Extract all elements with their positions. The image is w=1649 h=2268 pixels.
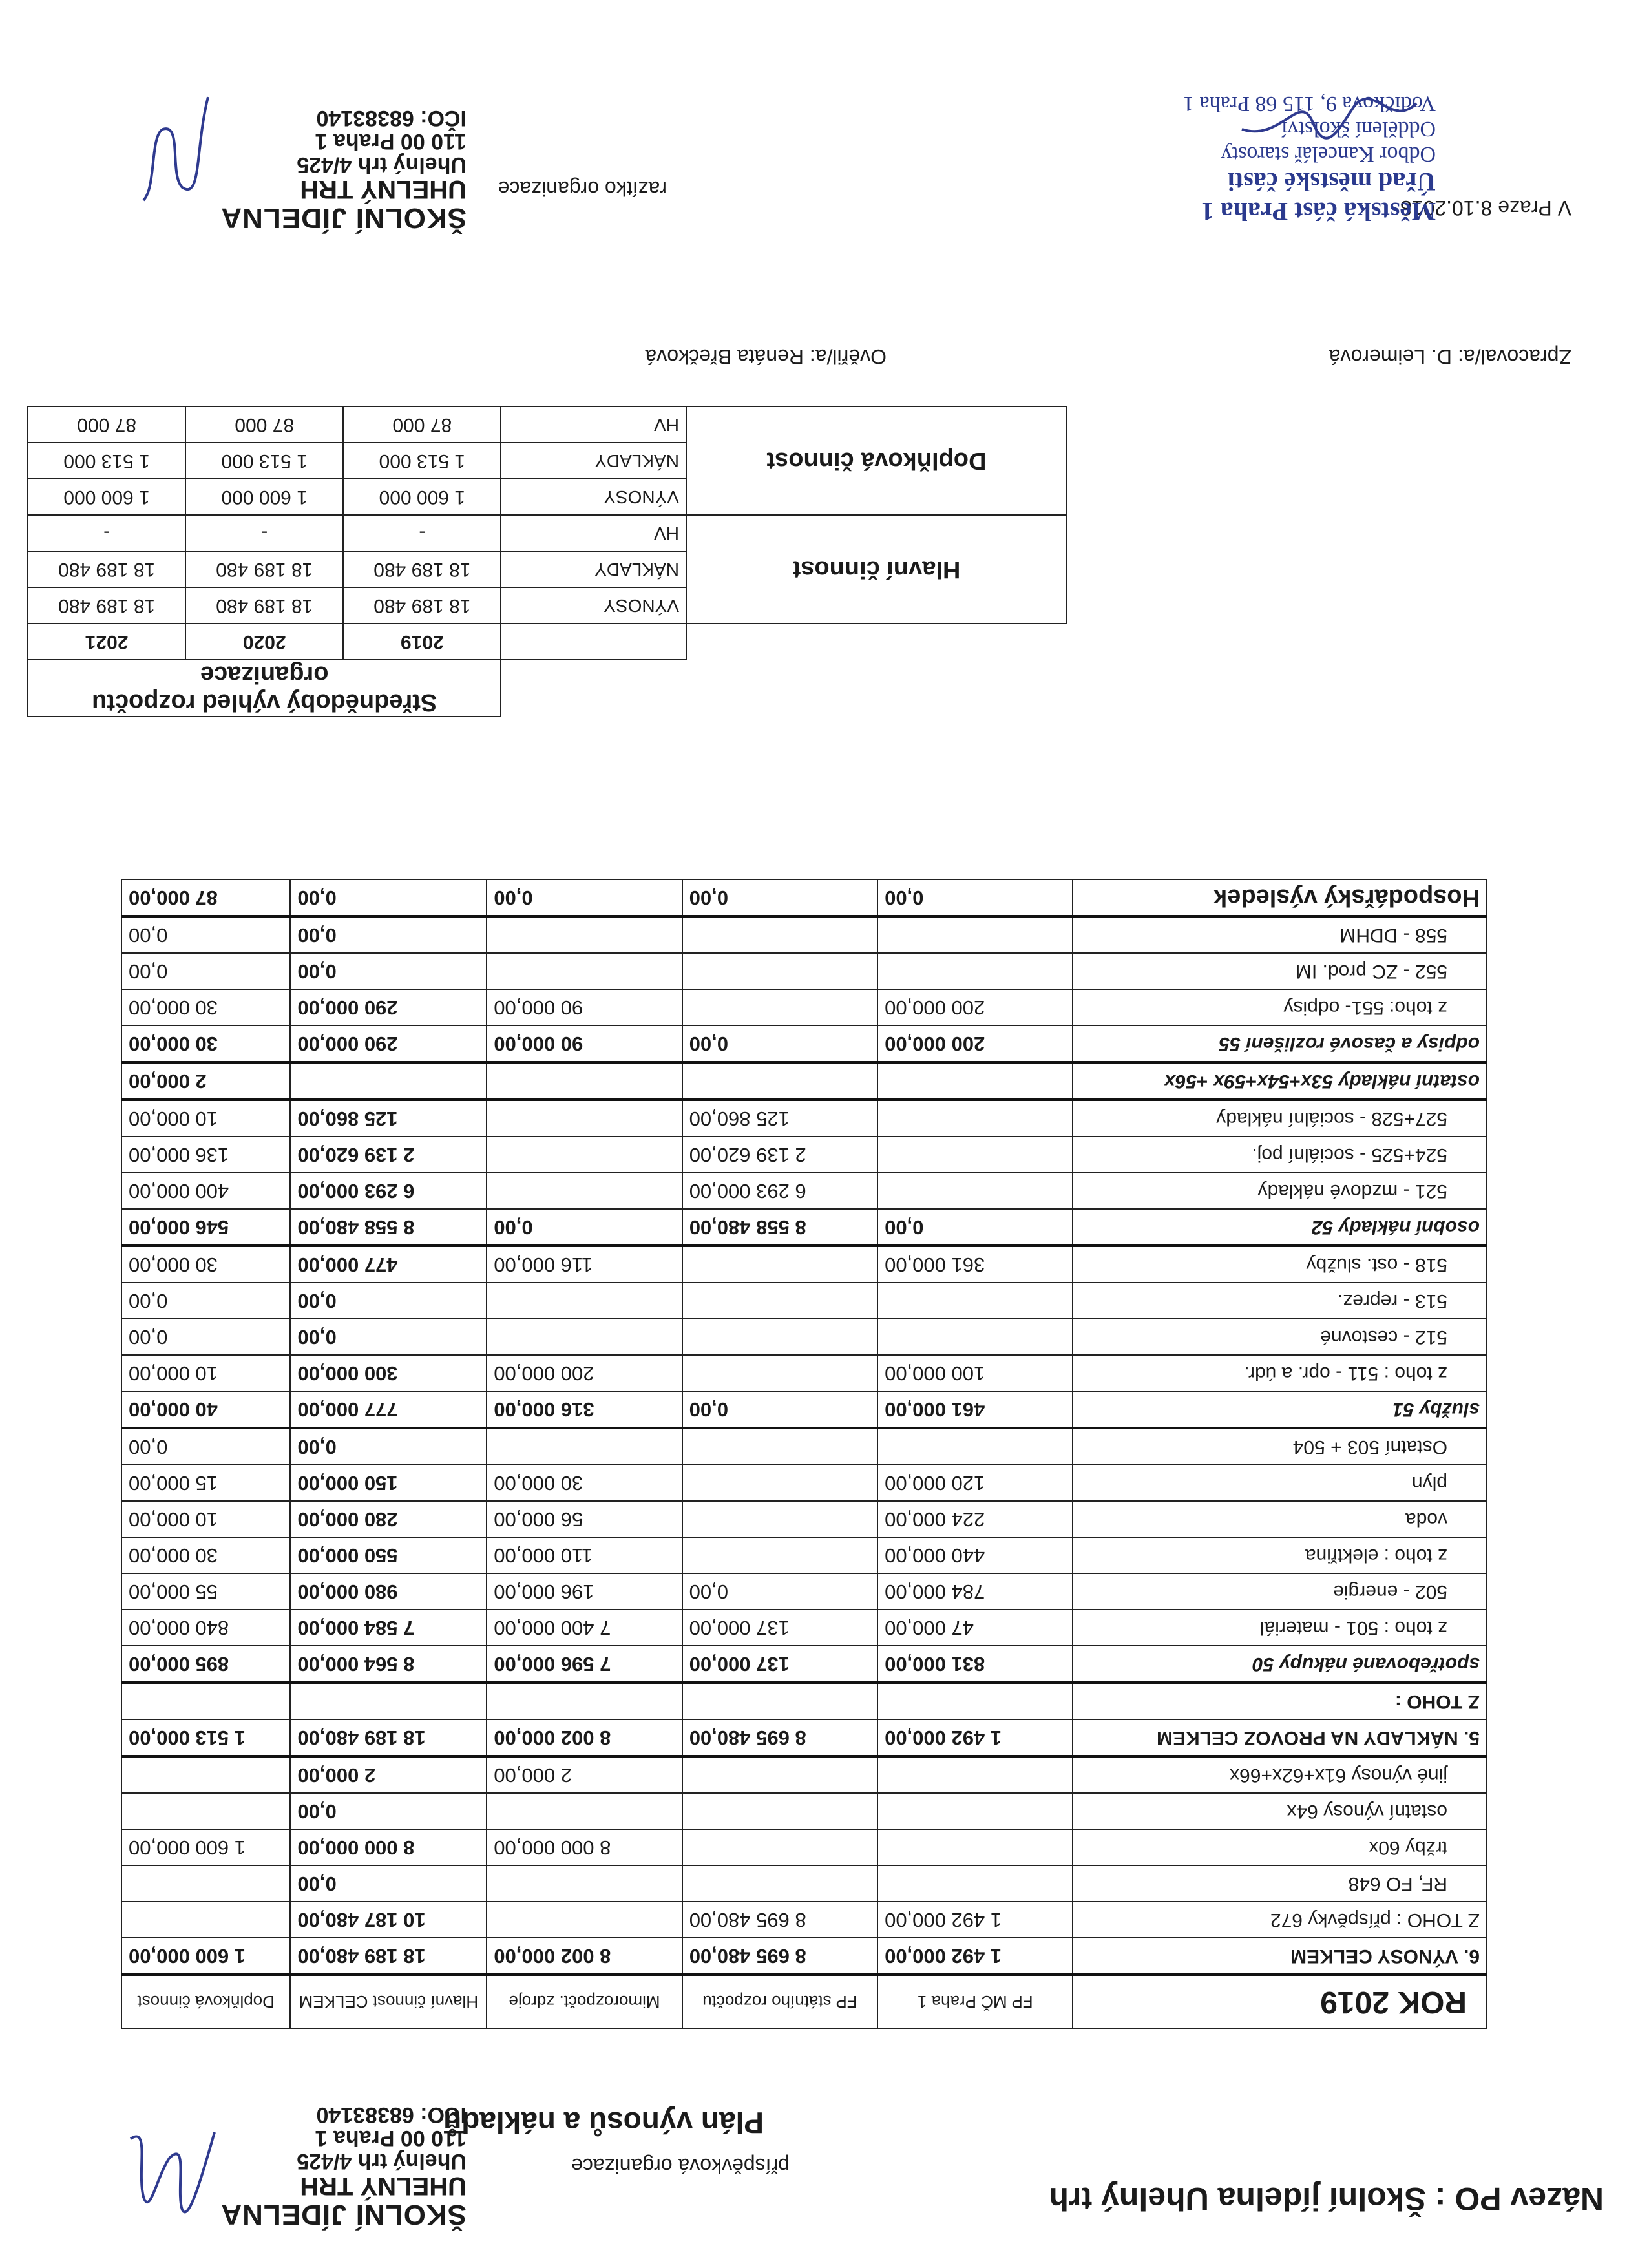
cell-value: 10 000,00 xyxy=(121,1355,290,1391)
outlook-value: - xyxy=(185,515,343,551)
cell-value xyxy=(487,1428,682,1465)
cell-value: 18 189 480,00 xyxy=(290,1938,487,1975)
cell-value: 18 189 480,00 xyxy=(290,1719,487,1756)
cell-value xyxy=(121,1793,290,1829)
table-row xyxy=(121,953,1487,989)
cell-value xyxy=(682,1683,877,1719)
outlook-value: 87 000 xyxy=(343,406,501,443)
cell-value xyxy=(682,1537,877,1573)
cell-value: 15 000,00 xyxy=(121,1465,290,1501)
cell-value: 6 293 000,00 xyxy=(682,1173,877,1209)
stamp-line-ico: IČO: 68383140 xyxy=(316,2103,467,2128)
revenue-expense-table xyxy=(121,879,1487,2029)
table-row xyxy=(121,1246,1487,1283)
signature-top xyxy=(124,2106,227,2236)
table-row xyxy=(121,1938,1487,1975)
cell-value: 6 293 000,00 xyxy=(290,1173,487,1209)
table-row xyxy=(121,989,1487,1025)
cell-value: 30 000,00 xyxy=(487,1465,682,1501)
outlook-value: 1 513 000 xyxy=(343,443,501,479)
cell-value: 1 600 000,00 xyxy=(121,1829,290,1865)
cell-value: 1 492 000,00 xyxy=(877,1719,1073,1756)
cell-value: 90 000,00 xyxy=(487,1025,682,1062)
cell-value xyxy=(682,1865,877,1902)
cell-value: 7 596 000,00 xyxy=(487,1646,682,1683)
cell-value: 290 000,00 xyxy=(290,1025,487,1062)
cell-value: 280 000,00 xyxy=(290,1501,487,1537)
table-row xyxy=(121,1646,1487,1683)
row-label: spotřebované nákupy 50 xyxy=(1073,1646,1487,1683)
stamp-caption: razítko organizace xyxy=(498,177,667,200)
cell-value xyxy=(682,1319,877,1355)
cell-value: 1 513 000,00 xyxy=(121,1719,290,1756)
cell-value: 8 695 480,00 xyxy=(682,1719,877,1756)
table-row xyxy=(121,1173,1487,1209)
cell-value: 2 000,00 xyxy=(290,1756,487,1793)
cell-value xyxy=(877,1062,1073,1100)
cell-value: 840 000,00 xyxy=(121,1610,290,1646)
outlook-year: 2021 xyxy=(28,624,185,660)
cell-value: 0,00 xyxy=(121,1319,290,1355)
column-header: FP MČ Praha 1 xyxy=(877,1975,1073,2028)
cell-value xyxy=(487,1100,682,1137)
prepared-by: Zpracoval/a: D. Leimerová xyxy=(1329,345,1571,368)
outlook-value: 1 600 000 xyxy=(343,479,501,515)
cell-value: 0,00 xyxy=(682,1391,877,1428)
cell-value: 0,00 xyxy=(290,1865,487,1902)
cell-value xyxy=(487,1283,682,1319)
row-label: z toho : 511 - opr. a údr. xyxy=(1073,1355,1487,1391)
table-row xyxy=(121,1865,1487,1902)
outlook-value: - xyxy=(343,515,501,551)
row-label: Z TOHO : xyxy=(1073,1683,1487,1719)
cell-value xyxy=(877,1428,1073,1465)
cell-value: 55 000,00 xyxy=(121,1573,290,1610)
cell-value: 30 000,00 xyxy=(121,989,290,1025)
cell-value: 0,00 xyxy=(121,1428,290,1465)
cell-value: 0,00 xyxy=(487,1209,682,1246)
cell-value: 0,00 xyxy=(877,879,1073,916)
cell-value: 8 695 480,00 xyxy=(682,1902,877,1938)
cell-value xyxy=(487,1319,682,1355)
table-row xyxy=(121,1428,1487,1465)
row-label: 558 - DDHM xyxy=(1073,916,1487,953)
cell-value xyxy=(682,1246,877,1283)
cell-value: 100 000,00 xyxy=(877,1355,1073,1391)
cell-value: 300 000,00 xyxy=(290,1355,487,1391)
outlook-row-label: NÁKLADY xyxy=(501,443,686,479)
cell-value xyxy=(290,1062,487,1100)
cell-value: 10 000,00 xyxy=(121,1100,290,1137)
cell-value: 8 000 000,00 xyxy=(487,1829,682,1865)
cell-value: 7 584 000,00 xyxy=(290,1610,487,1646)
cell-value: 0,00 xyxy=(682,879,877,916)
cell-value: 2 139 620,00 xyxy=(682,1137,877,1173)
table-row xyxy=(121,1537,1487,1573)
cell-value: 477 000,00 xyxy=(290,1246,487,1283)
outlook-caption: Střednědobý výhled rozpočtu organizace xyxy=(28,660,501,717)
cell-value xyxy=(487,1793,682,1829)
cell-value: 0,00 xyxy=(290,916,487,953)
organization-type: příspěvková organizace xyxy=(571,2154,790,2178)
stamp-line-street: Uhelný trh 4/425 xyxy=(297,152,467,177)
outlook-blank xyxy=(686,624,1067,660)
school-stamp-bottom xyxy=(220,107,467,233)
cell-value: 90 000,00 xyxy=(487,989,682,1025)
cell-value xyxy=(877,1683,1073,1719)
stamp-line-place: UHELNÝ TRH xyxy=(300,2171,467,2200)
column-header: Doplňková činnost xyxy=(121,1975,290,2028)
row-label: z toho : elektřina xyxy=(1073,1537,1487,1573)
table-row xyxy=(121,916,1487,953)
outlook-value: 18 189 480 xyxy=(343,587,501,624)
table-row xyxy=(121,1391,1487,1428)
cell-value xyxy=(877,1283,1073,1319)
cell-value: 440 000,00 xyxy=(877,1537,1073,1573)
plan-title: Plán výnosů a nákladů xyxy=(443,2106,764,2139)
cell-value: 2 000,00 xyxy=(487,1756,682,1793)
cell-value xyxy=(121,1756,290,1793)
stamp-line-place: UHELNÝ TRH xyxy=(300,174,467,204)
cell-value xyxy=(682,916,877,953)
cell-value: 784 000,00 xyxy=(877,1573,1073,1610)
table-row xyxy=(121,1501,1487,1537)
cell-value: 0,00 xyxy=(877,1209,1073,1246)
cell-value: 0,00 xyxy=(290,1319,487,1355)
outlook-group-name: Hlavní činnost xyxy=(686,515,1067,624)
cell-value xyxy=(877,953,1073,989)
table-row xyxy=(121,1319,1487,1355)
row-label: 513 - reprez. xyxy=(1073,1283,1487,1319)
cell-value: 10 000,00 xyxy=(121,1501,290,1537)
outlook-value: 1 513 000 xyxy=(185,443,343,479)
row-label: 512 - cestovné xyxy=(1073,1319,1487,1355)
outlook-value: 87 000 xyxy=(28,406,185,443)
outlook-value: 18 189 480 xyxy=(185,587,343,624)
cell-value: 120 000,00 xyxy=(877,1465,1073,1501)
outlook-value: 18 189 480 xyxy=(28,551,185,587)
row-label: 518 - ost. služby xyxy=(1073,1246,1487,1283)
cell-value: 0,00 xyxy=(121,1283,290,1319)
outlook-value: 1 513 000 xyxy=(28,443,185,479)
outlook-caption-row xyxy=(28,660,1067,717)
cell-value: 0,00 xyxy=(290,879,487,916)
cell-value: 30 000,00 xyxy=(121,1025,290,1062)
row-label: Z TOHO : příspěvky 672 xyxy=(1073,1902,1487,1938)
row-label: odpisy a časové rozlišení 55 xyxy=(1073,1025,1487,1062)
school-stamp-top xyxy=(220,2103,467,2229)
cell-value xyxy=(682,1062,877,1100)
office-stamp-line: Vodičkova 9, 115 68 Praha 1 xyxy=(1183,91,1436,116)
stamp-line-city: 110 00 Praha 1 xyxy=(315,129,467,154)
stamp-line-city: 110 00 Praha 1 xyxy=(315,2126,467,2151)
cell-value xyxy=(877,1829,1073,1865)
stamp-line-ico: IČO: 68383140 xyxy=(316,106,467,131)
cell-value: 777 000,00 xyxy=(290,1391,487,1428)
outlook-value: 18 189 480 xyxy=(28,587,185,624)
cell-value: 1 492 000,00 xyxy=(877,1902,1073,1938)
place-date: V Praze 8.10.2018 xyxy=(1400,196,1571,220)
row-label: ostatní náklady 53x+54x+59x +56x xyxy=(1073,1062,1487,1100)
table-row xyxy=(121,1100,1487,1137)
office-stamp-line: Oddělení školství xyxy=(1281,116,1436,141)
cell-value: 831 000,00 xyxy=(877,1646,1073,1683)
row-label: 552 - ZC prod. IM xyxy=(1073,953,1487,989)
outlook-row-label: NÁKLADY xyxy=(501,551,686,587)
cell-value: 47 000,00 xyxy=(877,1610,1073,1646)
cell-value: 200 000,00 xyxy=(877,1025,1073,1062)
cell-value xyxy=(487,1173,682,1209)
cell-value: 1 492 000,00 xyxy=(877,1938,1073,1975)
cell-value xyxy=(487,1683,682,1719)
cell-value xyxy=(487,953,682,989)
cell-value: 0,00 xyxy=(290,1283,487,1319)
cell-value: 1 600 000,00 xyxy=(121,1938,290,1975)
cell-value xyxy=(682,989,877,1025)
cell-value xyxy=(877,1173,1073,1209)
outlook-value: 18 189 480 xyxy=(185,551,343,587)
cell-value: 0,00 xyxy=(121,916,290,953)
cell-value xyxy=(877,1319,1073,1355)
table-row xyxy=(121,1573,1487,1610)
stamp-line-street: Uhelný trh 4/425 xyxy=(297,2148,467,2174)
cell-value xyxy=(121,1683,290,1719)
outlook-value: 1 600 000 xyxy=(28,479,185,515)
outlook-year: 2019 xyxy=(343,624,501,660)
cell-value xyxy=(487,1865,682,1902)
cell-value xyxy=(682,1465,877,1501)
cell-value xyxy=(682,1829,877,1865)
cell-value: 137 000,00 xyxy=(682,1646,877,1683)
outlook-year: 2020 xyxy=(185,624,343,660)
cell-value: 200 000,00 xyxy=(487,1355,682,1391)
table-header-row xyxy=(121,1975,1487,2028)
year-header: ROK 2019 xyxy=(1073,1975,1487,2028)
cell-value: 316 000,00 xyxy=(487,1391,682,1428)
cell-value: 8 000 000,00 xyxy=(290,1829,487,1865)
cell-value: 8 564 000,00 xyxy=(290,1646,487,1683)
cell-value: 550 000,00 xyxy=(290,1537,487,1573)
cell-value: 0,00 xyxy=(487,879,682,916)
cell-value: 0,00 xyxy=(121,953,290,989)
outlook-row xyxy=(28,587,1067,624)
row-label: 502 - energie xyxy=(1073,1573,1487,1610)
table-row xyxy=(121,1756,1487,1793)
outlook-table xyxy=(27,406,1067,717)
stamp-line-name: ŠKOLNÍ JÍDELNA xyxy=(220,2199,467,2231)
cell-value xyxy=(487,1062,682,1100)
table-row xyxy=(121,1062,1487,1100)
table-row xyxy=(121,1137,1487,1173)
cell-value: 8 558 480,00 xyxy=(290,1209,487,1246)
office-stamp-line: Odbor Kancelář starosty xyxy=(1221,142,1436,166)
cell-value: 30 000,00 xyxy=(121,1537,290,1573)
cell-value xyxy=(121,1902,290,1938)
verified-by: Ověřil/a: Renáta Břečková xyxy=(645,345,887,368)
cell-value: 0,00 xyxy=(290,1793,487,1829)
cell-value: 8 002 000,00 xyxy=(487,1938,682,1975)
table-row xyxy=(121,1829,1487,1865)
cell-value: 87 000,00 xyxy=(121,879,290,916)
cell-value xyxy=(487,1137,682,1173)
cell-value xyxy=(877,1100,1073,1137)
row-label: 527+528 - sociální náklady xyxy=(1073,1100,1487,1137)
outlook-group-name: Doplňková činnost xyxy=(686,406,1067,515)
cell-value xyxy=(877,1865,1073,1902)
cell-value: 125 860,00 xyxy=(682,1100,877,1137)
outlook-value: - xyxy=(28,515,185,551)
row-label: RF, FO 648 xyxy=(1073,1865,1487,1902)
cell-value: 2 139 620,00 xyxy=(290,1137,487,1173)
outlook-blank xyxy=(501,660,1067,717)
cell-value xyxy=(290,1683,487,1719)
cell-value: 8 002 000,00 xyxy=(487,1719,682,1756)
cell-value xyxy=(682,1756,877,1793)
cell-value: 30 000,00 xyxy=(121,1246,290,1283)
table-row xyxy=(121,1610,1487,1646)
cell-value xyxy=(877,1793,1073,1829)
cell-value: 980 000,00 xyxy=(290,1573,487,1610)
row-label: 6. VÝNOSY CELKEM xyxy=(1073,1938,1487,1975)
signature-bottom xyxy=(124,84,227,226)
row-label: 521 - mzdové náklady xyxy=(1073,1173,1487,1209)
outlook-years-row xyxy=(28,624,1067,660)
outlook-row-label: VÝNOSY xyxy=(501,587,686,624)
document-title: Název PO : Školní jídelna Uhelný trh xyxy=(1049,2181,1604,2217)
cell-value xyxy=(682,953,877,989)
cell-value: 196 000,00 xyxy=(487,1573,682,1610)
outlook-row xyxy=(28,479,1067,515)
row-label: 5. NÁKLADY NA PROVOZ CELKEM xyxy=(1073,1719,1487,1756)
table-row xyxy=(121,1355,1487,1391)
cell-value: 461 000,00 xyxy=(877,1391,1073,1428)
cell-value xyxy=(682,1501,877,1537)
stamp-line-name: ŠKOLNÍ JÍDELNA xyxy=(220,202,467,234)
row-label: tržby 60x xyxy=(1073,1829,1487,1865)
office-stamp-line: Úřad městské části xyxy=(1227,167,1436,196)
row-label: z toho: 551- odpisy xyxy=(1073,989,1487,1025)
outlook-blank xyxy=(501,624,686,660)
cell-value xyxy=(682,1793,877,1829)
row-label: ostatní výnosy 64x xyxy=(1073,1793,1487,1829)
column-header: FP státního rozpočtu xyxy=(682,1975,877,2028)
cell-value: 8 558 480,00 xyxy=(682,1209,877,1246)
outlook-row-label: VÝNOSY xyxy=(501,479,686,515)
cell-value: 8 695 480,00 xyxy=(682,1938,877,1975)
cell-value: 116 000,00 xyxy=(487,1246,682,1283)
cell-value: 7 400 000,00 xyxy=(487,1610,682,1646)
table-row xyxy=(121,1793,1487,1829)
cell-value xyxy=(682,1283,877,1319)
row-label: plyn xyxy=(1073,1465,1487,1501)
cell-value: 110 000,00 xyxy=(487,1537,682,1573)
cell-value: 361 000,00 xyxy=(877,1246,1073,1283)
cell-value xyxy=(682,1355,877,1391)
cell-value xyxy=(877,1756,1073,1793)
row-label: z toho : 501 - materiál xyxy=(1073,1610,1487,1646)
row-label: osobní náklady 52 xyxy=(1073,1209,1487,1246)
cell-value: 125 860,00 xyxy=(290,1100,487,1137)
cell-value: 290 000,00 xyxy=(290,989,487,1025)
cell-value xyxy=(121,1865,290,1902)
cell-value: 0,00 xyxy=(290,1428,487,1465)
table-row xyxy=(121,1283,1487,1319)
cell-value: 56 000,00 xyxy=(487,1501,682,1537)
outlook-row-label: HV xyxy=(501,406,686,443)
table-row xyxy=(121,1025,1487,1062)
cell-value: 136 000,00 xyxy=(121,1137,290,1173)
column-header: Hlavní činnost CELKEM xyxy=(290,1975,487,2028)
row-label: 524+525 - sociální poj. xyxy=(1073,1137,1487,1173)
row-label: Hospodářský výsledek xyxy=(1073,879,1487,916)
cell-value: 0,00 xyxy=(682,1025,877,1062)
cell-value: 895 000,00 xyxy=(121,1646,290,1683)
cell-value xyxy=(877,1137,1073,1173)
signature-office xyxy=(1229,65,1423,168)
cell-value xyxy=(487,1902,682,1938)
row-label: Ostatní 503 + 504 xyxy=(1073,1428,1487,1465)
table-row xyxy=(121,1902,1487,1938)
table-row xyxy=(121,1465,1487,1501)
cell-value xyxy=(487,916,682,953)
row-label: jiné výnosy 61x+62x+66x xyxy=(1073,1756,1487,1793)
cell-value: 137 000,00 xyxy=(682,1610,877,1646)
table-row xyxy=(121,1719,1487,1756)
row-label: služby 51 xyxy=(1073,1391,1487,1428)
outlook-value: 87 000 xyxy=(185,406,343,443)
table-row xyxy=(121,1209,1487,1246)
table-row xyxy=(121,879,1487,916)
cell-value: 2 000,00 xyxy=(121,1062,290,1100)
row-label: voda xyxy=(1073,1501,1487,1537)
outlook-row-label: HV xyxy=(501,515,686,551)
column-header: Mimorozpočt. zdroje xyxy=(487,1975,682,2028)
cell-value: 0,00 xyxy=(682,1573,877,1610)
cell-value: 40 000,00 xyxy=(121,1391,290,1428)
cell-value: 200 000,00 xyxy=(877,989,1073,1025)
outlook-value: 18 189 480 xyxy=(343,551,501,587)
table-row xyxy=(121,1683,1487,1719)
cell-value: 400 000,00 xyxy=(121,1173,290,1209)
cell-value xyxy=(682,1428,877,1465)
cell-value xyxy=(877,916,1073,953)
office-stamp-line: Městská část Praha 1 xyxy=(1201,197,1436,226)
outlook-value: 1 600 000 xyxy=(185,479,343,515)
cell-value: 546 000,00 xyxy=(121,1209,290,1246)
cell-value: 10 187 480,00 xyxy=(290,1902,487,1938)
cell-value: 0,00 xyxy=(290,953,487,989)
cell-value: 150 000,00 xyxy=(290,1465,487,1501)
cell-value: 224 000,00 xyxy=(877,1501,1073,1537)
